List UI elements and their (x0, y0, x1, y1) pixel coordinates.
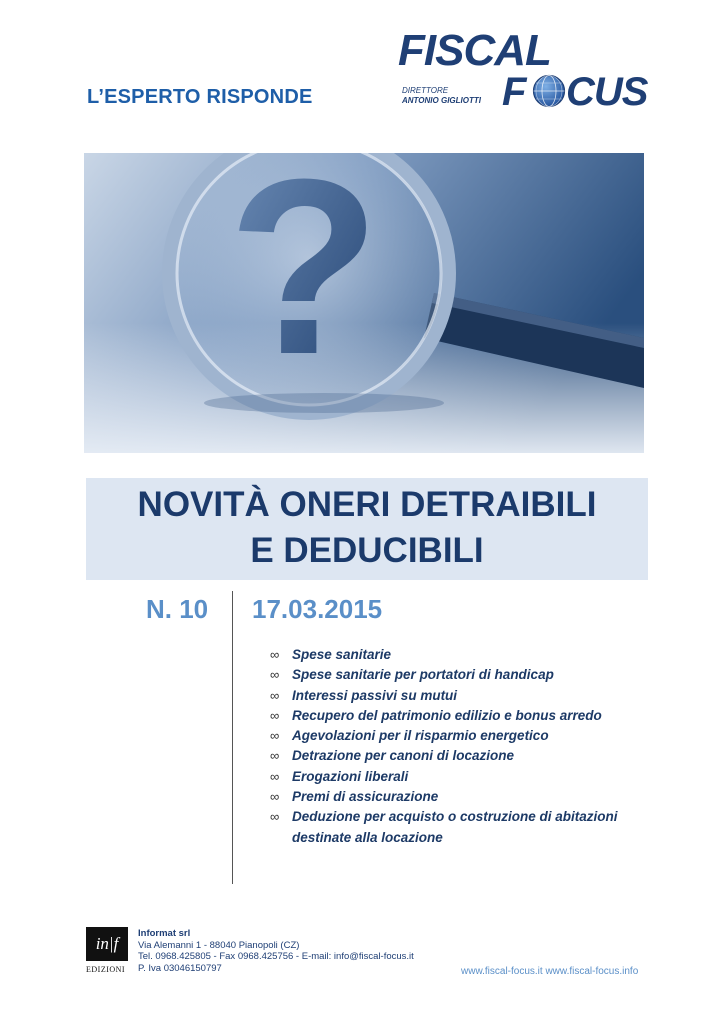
topic-item: ∞ Agevolazioni per il risparmio energetico (270, 726, 650, 746)
topic-item: ∞ Interessi passivi su mutui (270, 686, 650, 706)
publisher-address: Via Alemanni 1 - 88040 Pianopoli (CZ) (138, 939, 300, 951)
magnifying-glass-question-image (84, 153, 644, 453)
infinity-bullet-icon: ∞ (270, 647, 280, 662)
infinity-bullet-icon: ∞ (270, 687, 280, 703)
publisher-info (138, 928, 414, 974)
infinity-bullet-icon: ∞ (270, 789, 280, 805)
title-line-2: E DEDUCIBILI (250, 531, 484, 570)
infinity-bullet-icon: ∞ (270, 809, 280, 825)
issue-date: 17.03.2015 (252, 594, 383, 624)
website-links[interactable]: www.fiscal-focus.it www.fiscal-focus.info (461, 966, 639, 977)
title-line-1: NOVITÀ ONERI DETRAIBILI (137, 485, 597, 524)
section-label: L’ESPERTO RISPONDE (87, 86, 313, 108)
infinity-bullet-icon: ∞ (270, 707, 280, 723)
question-mark-glyph: ? (227, 153, 381, 406)
publisher-logo-mark: in|f (86, 927, 128, 961)
logo-focus-rest: CUS (566, 70, 648, 114)
logo-director-name: ANTONIO GIGLIOTTI (402, 96, 481, 105)
logo-director-role: DIRETTORE (402, 86, 449, 95)
topic-item: ∞ Spese sanitarie (270, 645, 650, 665)
publisher-vat: P. Iva 03046150797 (138, 962, 222, 974)
topic-item: ∞ Detrazione per canoni di locazione (270, 746, 650, 766)
document-title (86, 482, 648, 574)
fiscal-focus-logo (380, 26, 650, 114)
topic-item: ∞ Deduzione per acquisto o costruzione di abitazioni (270, 807, 650, 827)
globe-icon (532, 74, 566, 108)
publisher-contacts: Tel. 0968.425805 - Fax 0968.425756 - E-mail: info@fiscal-focus.it (138, 951, 414, 962)
vertical-divider (232, 591, 233, 884)
issue-number: N. 10 (146, 594, 209, 624)
infinity-bullet-icon: ∞ (270, 768, 280, 784)
publisher-name: Informat srl (138, 928, 191, 939)
topic-item-continuation: destinate alla locazione (292, 829, 443, 845)
topic-item: ∞ Premi di assicurazione (270, 787, 650, 807)
logo-focus-f: F (502, 70, 527, 114)
topic-item: ∞ Erogazioni liberali (270, 767, 650, 787)
infinity-bullet-icon: ∞ (270, 667, 280, 683)
infinity-bullet-icon: ∞ (270, 748, 280, 764)
topics-list (270, 645, 650, 848)
logo-fiscal-text: FISCAL (398, 26, 551, 75)
topic-item: ∞ Spese sanitarie per portatori di handicap (270, 665, 650, 685)
publisher-logo-caption: EDIZIONI (86, 965, 126, 974)
infinity-bullet-icon: ∞ (270, 728, 280, 744)
topic-item: ∞ Recupero del patrimonio edilizio e bonus arredo (270, 706, 650, 726)
publisher-logo (86, 927, 128, 973)
